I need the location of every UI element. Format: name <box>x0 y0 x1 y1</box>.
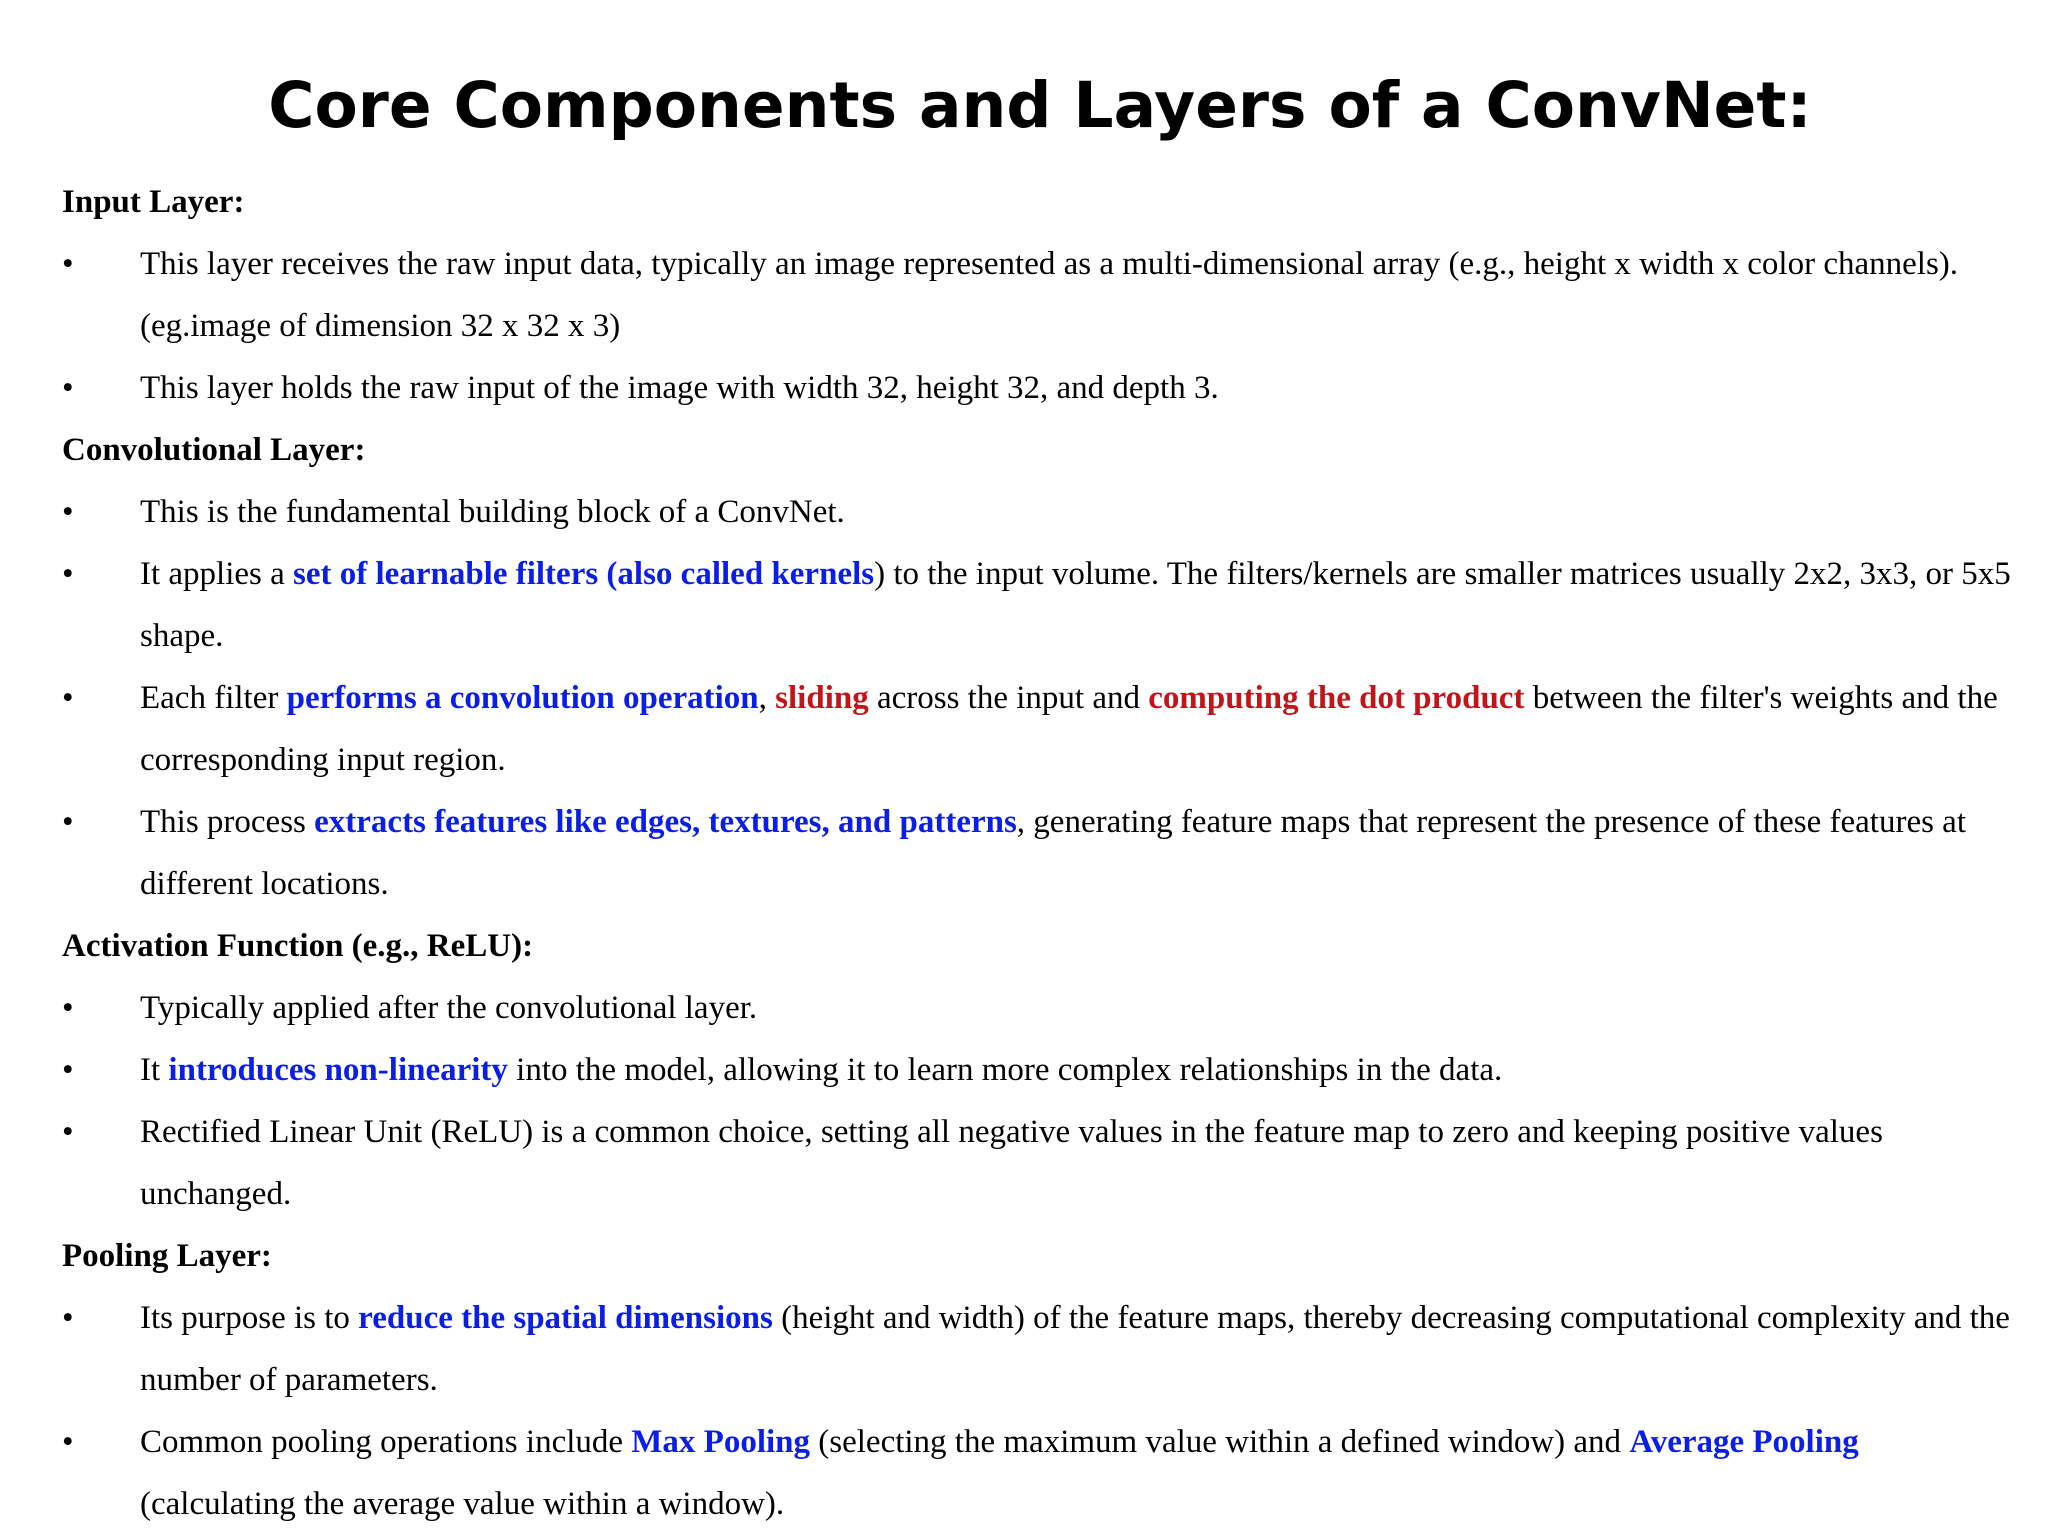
bullet-text: ) to the input volume. The filters/kernels are smaller matrices usually 2x2, 3x3, or 5x5 shape. <box>140 556 2011 654</box>
activation-bullet-2 <box>62 1039 2012 1101</box>
bullet-text: (selecting the maximum value within a defined window) and <box>810 1424 1630 1460</box>
highlight-max-pooling: Max Pooling <box>631 1424 811 1460</box>
bullet-text: Typically applied after the convolutional layer. <box>140 990 758 1026</box>
bullet-text: Common pooling operations include <box>140 1424 632 1460</box>
highlight-average-pooling: Average Pooling <box>1629 1424 1859 1460</box>
activation-function-heading: Activation Function (e.g., ReLU): <box>62 928 534 964</box>
input-layer-bullet-1 <box>62 233 2012 357</box>
pooling-layer-heading: Pooling Layer: <box>62 1238 272 1274</box>
input-layer-bullet-2 <box>62 357 2012 419</box>
bullet-text: This process <box>140 804 315 840</box>
bullet-text: This layer holds the raw input of the image with width 32, height 32, and depth 3. <box>140 370 1219 406</box>
highlight-learnable-filters: set of learnable filters (also called kernels <box>293 556 875 592</box>
activation-bullet-1 <box>62 977 2012 1039</box>
activation-bullet-3 <box>62 1101 2012 1225</box>
highlight-dot-product: computing the dot product <box>1148 680 1525 716</box>
bullet-text: It <box>140 1052 169 1088</box>
bullet-icon: • <box>62 556 74 592</box>
bullet-text: It applies a <box>140 556 294 592</box>
bullet-text: (height and width) of the feature maps, thereby decreasing computational complexity and the number of parameters. <box>140 1300 2010 1398</box>
bullet-icon: • <box>62 680 74 716</box>
bullet-text: Each filter <box>140 680 287 716</box>
bullet-icon: • <box>62 804 74 840</box>
slide-content <box>62 171 2012 1535</box>
conv-layer-bullet-4 <box>62 791 2012 915</box>
convolutional-layer-heading: Convolutional Layer: <box>62 432 366 468</box>
input-layer-heading: Input Layer: <box>62 184 245 220</box>
bullet-text: across the input and <box>868 680 1149 716</box>
highlight-reduce-spatial-dimensions: reduce the spatial dimensions <box>358 1300 773 1336</box>
pooling-bullet-2 <box>62 1411 2012 1535</box>
bullet-text: This is the fundamental building block of a ConvNet. <box>140 494 845 530</box>
highlight-non-linearity: introduces non-linearity <box>168 1052 508 1088</box>
bullet-text: between the filter's weights and the corresponding input region. <box>140 680 1998 778</box>
highlight-sliding: sliding <box>775 680 869 716</box>
bullet-text: , <box>758 680 776 716</box>
slide-title: Core Components and Layers of a ConvNet: <box>268 69 1812 142</box>
bullet-icon: • <box>62 370 74 406</box>
conv-layer-bullet-3 <box>62 667 2012 791</box>
bullet-text: This layer receives the raw input data, typically an image represented as a multi-dimensional array (e.g., height x width x color channels). (eg.image of dimension 32 x 32 x 3) <box>140 246 1959 344</box>
highlight-extracts-features: extracts features like edges, textures, and patterns <box>314 804 1017 840</box>
pooling-bullet-1 <box>62 1287 2012 1411</box>
bullet-icon: • <box>62 1052 74 1088</box>
bullet-icon: • <box>62 1300 74 1336</box>
bullet-text: (calculating the average value within a window). <box>140 1486 785 1522</box>
bullet-icon: • <box>62 494 74 530</box>
bullet-text: , generating feature maps that represent the presence of these features at different locations. <box>140 804 1966 902</box>
bullet-icon: • <box>62 1114 74 1150</box>
bullet-text: Rectified Linear Unit (ReLU) is a common choice, setting all negative values in the feature map to zero and keeping positive values unchanged. <box>140 1114 1883 1212</box>
conv-layer-bullet-2 <box>62 543 2012 667</box>
bullet-text: Its purpose is to <box>140 1300 359 1336</box>
bullet-icon: • <box>62 990 74 1026</box>
bullet-icon: • <box>62 246 74 282</box>
bullet-icon: • <box>62 1424 74 1460</box>
highlight-convolution-operation: performs a convolution operation <box>286 680 759 716</box>
conv-layer-bullet-1 <box>62 481 2012 543</box>
bullet-text: into the model, allowing it to learn more complex relationships in the data. <box>507 1052 1503 1088</box>
